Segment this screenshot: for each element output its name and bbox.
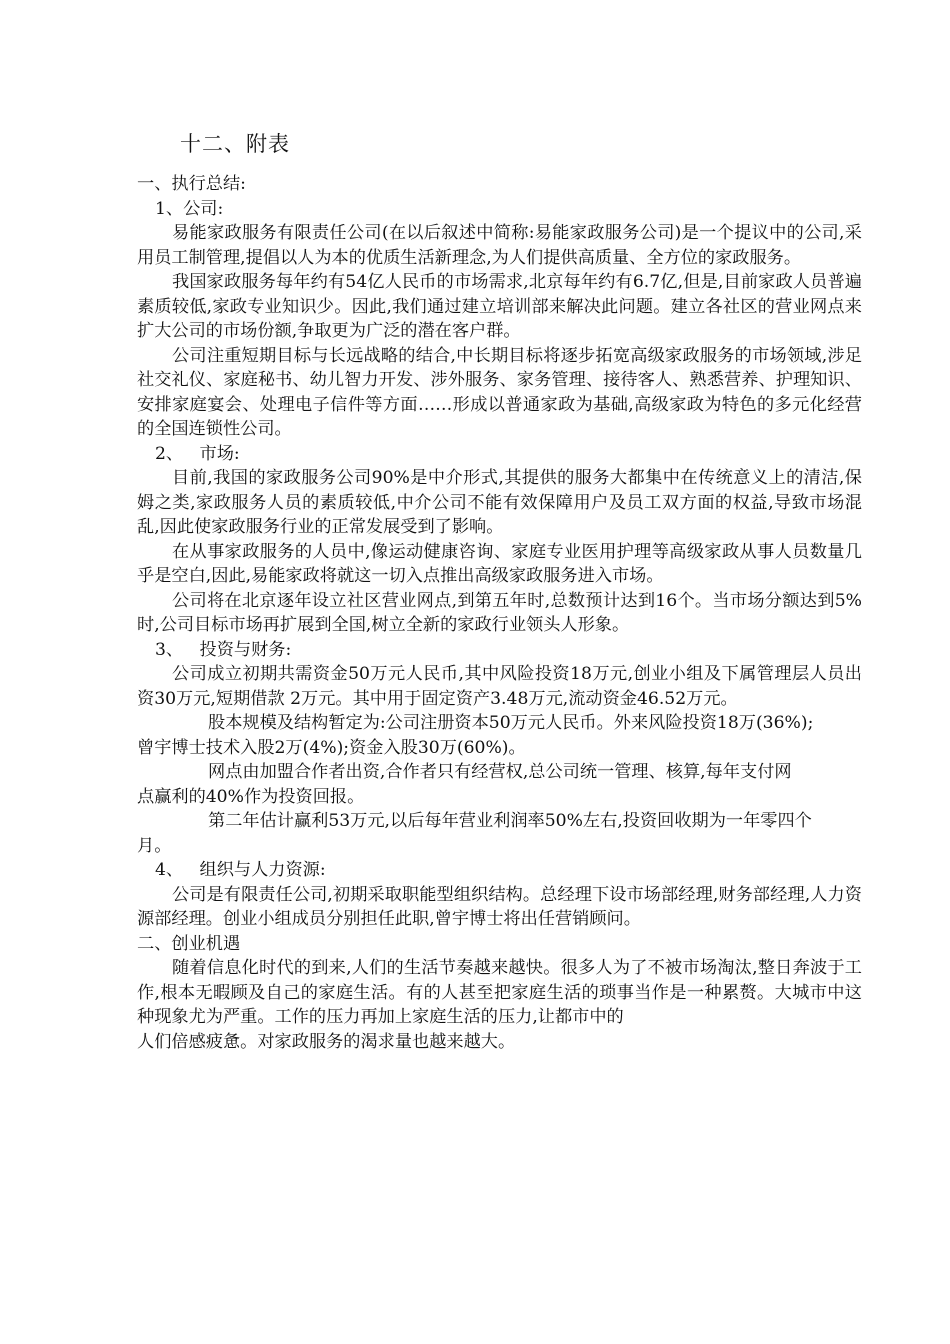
section-heading-executive-summary: 一、执行总结: [137,174,246,194]
paragraph: 公司成立初期共需资金50万元人民币,其中风险投资18万元,创业小组及下属管理层人员出资30万元,短期借款 2万元。其中用于固定资产3.48万元,流动资金46.52万元。 [137,664,862,709]
paragraph: 易能家政服务有限责任公司(在以后叙述中简称:易能家政服务公司)是一个提议中的公司,采用员工制管理,提倡以人为本的优质生活新理念,为人们提供高质量、全方位的家政服务。 [137,223,862,268]
page-title: 十二、附表 [180,132,290,156]
paragraph: 目前,我国的家政服务公司90%是中介形式,其提供的服务大都集中在传统意义上的清洁,保姆之类,家政服务人员的素质较低,中介公司不能有效保障用户及员工双方面的权益,导致市场混乱,因此使家政服务行业的正常发展受到了影响。 [137,468,862,537]
paragraph: 公司注重短期目标与长远战略的结合,中长期目标将逐步拓宽高级家政服务的市场领域,涉足社交礼仪、家庭秘书、幼儿智力开发、涉外服务、家务管理、接待客人、熟悉营养、护理知识、安排家庭宴会、处理电子信件等方面……形成以普通家政为基础,高级家政为特色的多元化经营的全国连锁性公司。 [137,345,862,439]
paragraph: 人们倍感疲惫。对家政服务的渴求量也越来越大。 [137,1031,516,1052]
paragraph: 在从事家政服务的人员中,像运动健康咨询、家庭专业医用护理等高级家政从事人员数量几乎是空白,因此,易能家政将就这一切入点推出高级家政服务进入市场。 [137,541,862,586]
paragraph: 曾宇博士技术入股2万(4%);资金入股30万(60%)。 [137,737,526,758]
paragraph: 公司是有限责任公司,初期采取职能型组织结构。总经理下设市场部经理,财务部经理,人力资源部经理。创业小组成员分别担任此职,曾宇博士将出任营销顾问。 [137,884,862,929]
subsection-heading-company: 1、公司: [155,198,224,219]
paragraph: 第二年估计赢利53万元,以后每年营业利润率50%左右,投资回收期为一年零四个 [208,811,812,831]
paragraph: 股本规模及结构暂定为:公司注册资本50万元人民币。外来风险投资18万(36%); [208,713,814,733]
document-body [137,172,862,1054]
paragraph: 我国家政服务每年约有54亿人民币的市场需求,北京每年约有6.7亿,但是,目前家政人员普遍素质较低,家政专业知识少。因此,我们通过建立培训部来解决此问题。建立各社区的营业网点来扩大公司的市场份额,争取更为广泛的潜在客户群。 [137,272,862,341]
paragraph: 月。 [137,835,172,856]
paragraph: 随着信息化时代的到来,人们的生活节奏越来越快。很多人为了不被市场淘汰,整日奔波于工作,根本无暇顾及自己的家庭生活。有的人甚至把家庭生活的琐事当作是一种累赘。大城市中这种现象尤为严重。工作的压力再加上家庭生活的压力,让都市中的 [137,958,862,1027]
paragraph: 网点由加盟合作者出资,合作者只有经营权,总公司统一管理、核算,每年支付网 [208,762,792,782]
subsection-heading-organization: 4、 组织与人力资源: [155,860,326,880]
subsection-heading-investment: 3、 投资与财务: [155,639,292,660]
subsection-heading-market: 2、 市场: [155,443,240,464]
paragraph: 点赢利的40%作为投资回报。 [137,786,365,807]
section-heading-opportunity: 二、创业机遇 [137,933,241,954]
paragraph: 公司将在北京逐年设立社区营业网点,到第五年时,总数预计达到16个。当市场分额达到5%时,公司目标市场再扩展到全国,树立全新的家政行业领头人形象。 [137,590,862,635]
